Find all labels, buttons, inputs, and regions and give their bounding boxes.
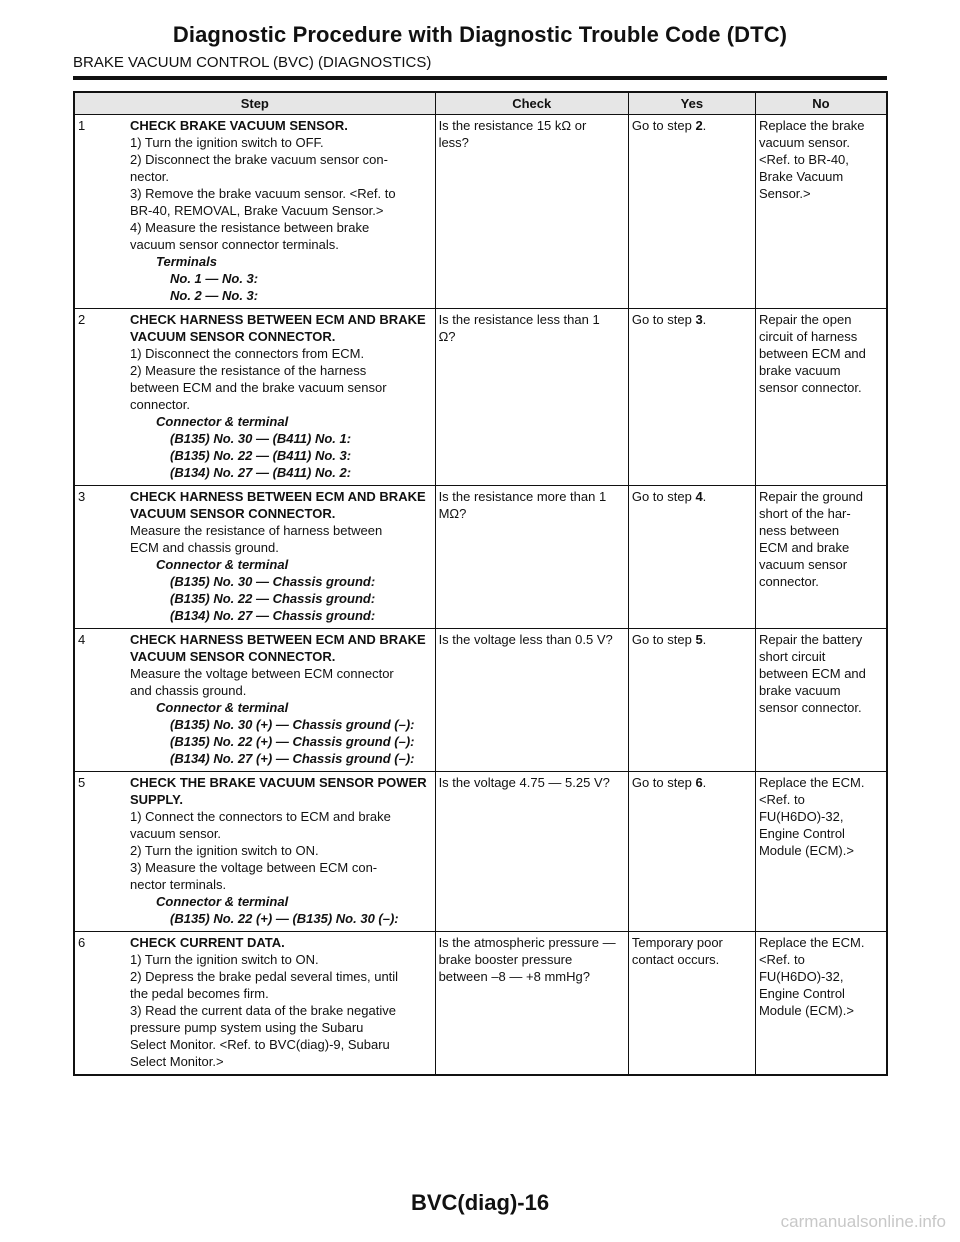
yes-cell: [628, 932, 755, 1076]
no-text: Replace the ECM.: [758, 775, 865, 790]
table-row: [74, 115, 887, 309]
step-instruction: 2) Disconnect the brake vacuum sensor con-: [130, 152, 388, 167]
step-cell: [74, 309, 435, 486]
step-measure-item: (B134) No. 27 (+) — Chassis ground (–):: [170, 751, 415, 766]
step-instruction: 1) Turn the ignition switch to ON.: [130, 952, 319, 967]
step-label: Connector & terminal: [156, 700, 289, 715]
step-instruction: 4) Measure the resistance between brake: [130, 220, 370, 235]
step-cell: [74, 932, 435, 1076]
yes-step-number: 5: [695, 632, 703, 647]
step-measure-item: (B134) No. 27 — (B411) No. 2:: [170, 465, 352, 480]
check-text: Ω?: [438, 329, 456, 344]
table-row: [74, 309, 887, 486]
header-rule: [73, 76, 887, 80]
step-instruction: nector.: [130, 169, 170, 184]
no-text: circuit of harness: [758, 329, 858, 344]
page-title: Diagnostic Procedure with Diagnostic Trouble Code (DTC): [172, 22, 788, 47]
step-measure-item: No. 1 — No. 3:: [170, 271, 259, 286]
yes-cell: [628, 309, 755, 486]
watermark: carmanualsonline.info: [780, 1212, 946, 1231]
step-instruction: 1) Disconnect the connectors from ECM.: [130, 346, 365, 361]
step-cell: [74, 772, 435, 932]
yes-step-number: 2: [695, 118, 703, 133]
table-header-row: [74, 92, 887, 115]
step-instruction: 2) Measure the resistance of the harness: [130, 363, 367, 378]
step-title: CHECK THE BRAKE VACUUM SENSOR POWER SUPPLY.: [130, 775, 427, 807]
check-text: between –8 — +8 mmHg?: [438, 969, 590, 984]
check-text: Is the atmospheric pressure —: [438, 935, 616, 950]
yes-text: Go to step: [631, 118, 696, 133]
page-number: BVC(diag)-16: [410, 1190, 550, 1215]
no-cell: [755, 486, 887, 629]
no-text: ness between: [758, 523, 840, 538]
step-instruction: the pedal becomes firm.: [130, 986, 269, 1001]
step-instruction: nector terminals.: [130, 877, 227, 892]
no-text: sensor connector.: [758, 380, 862, 395]
step-measure-item: (B135) No. 30 — Chassis ground:: [170, 574, 376, 589]
no-text: FU(H6DO)-32,: [758, 809, 844, 824]
yes-period: .: [702, 632, 707, 647]
check-text: Is the resistance 15 kΩ or: [438, 118, 587, 133]
step-instruction: vacuum sensor.: [130, 826, 222, 841]
table-row: [74, 486, 887, 629]
no-text: Engine Control: [758, 826, 845, 841]
table-row: [74, 629, 887, 772]
section-subtitle: BRAKE VACUUM CONTROL (BVC) (DIAGNOSTICS): [73, 54, 432, 71]
yes-cell: [628, 772, 755, 932]
no-text: Repair the ground: [758, 489, 864, 504]
diagnostic-table: [73, 91, 888, 1076]
check-text: Is the resistance more than 1: [438, 489, 607, 504]
check-cell: [435, 486, 628, 629]
check-cell: [435, 772, 628, 932]
step-instruction: BR-40, REMOVAL, Brake Vacuum Sensor.>: [130, 203, 384, 218]
step-number: 5: [78, 775, 86, 790]
no-text: brake vacuum: [758, 363, 841, 378]
no-text: Module (ECM).>: [758, 843, 854, 858]
check-text: Is the voltage less than 0.5 V?: [438, 632, 613, 647]
step-instruction: 3) Measure the voltage between ECM con-: [130, 860, 378, 875]
yes-period: .: [702, 489, 707, 504]
step-measure-item: (B135) No. 22 (+) — (B135) No. 30 (–):: [170, 911, 399, 926]
step-number: 1: [78, 118, 86, 133]
no-text: between ECM and: [758, 346, 866, 361]
step-measure-item: (B135) No. 30 (+) — Chassis ground (–):: [170, 717, 415, 732]
step-cell: [74, 115, 435, 309]
no-text: <Ref. to BR-40,: [758, 152, 849, 167]
check-text: Is the voltage 4.75 — 5.25 V?: [438, 775, 610, 790]
header-yes: Yes: [628, 92, 755, 115]
step-number: 3: [78, 489, 86, 504]
step-instruction: 1) Turn the ignition switch to OFF.: [130, 135, 324, 150]
yes-text: Go to step: [631, 775, 696, 790]
no-text: Module (ECM).>: [758, 1003, 854, 1018]
no-text: Brake Vacuum: [758, 169, 844, 184]
step-number: 4: [78, 632, 86, 647]
no-text: short of the har-: [758, 506, 851, 521]
yes-cell: [628, 486, 755, 629]
step-instruction: pressure pump system using the Subaru: [130, 1020, 364, 1035]
table-row: [74, 772, 887, 932]
step-instruction: ECM and chassis ground.: [130, 540, 279, 555]
header-check: Check: [435, 92, 628, 115]
no-text: Replace the ECM.: [758, 935, 865, 950]
step-instruction: 2) Turn the ignition switch to ON.: [130, 843, 319, 858]
check-text: MΩ?: [438, 506, 467, 521]
no-text: between ECM and: [758, 666, 866, 681]
step-title: CHECK HARNESS BETWEEN ECM AND BRAKE VACUUM SENSOR CONNECTOR.: [130, 489, 426, 521]
step-instruction: and chassis ground.: [130, 683, 247, 698]
header-step: Step: [74, 92, 435, 115]
step-title: CHECK HARNESS BETWEEN ECM AND BRAKE VACUUM SENSOR CONNECTOR.: [130, 312, 426, 344]
no-text: Engine Control: [758, 986, 845, 1001]
step-cell: [74, 629, 435, 772]
no-cell: [755, 629, 887, 772]
step-instruction: 1) Connect the connectors to ECM and brake: [130, 809, 391, 824]
step-title: CHECK BRAKE VACUUM SENSOR.: [130, 118, 348, 133]
yes-text: Temporary poor: [631, 935, 723, 950]
step-label: Connector & terminal: [156, 414, 289, 429]
step-instruction: 3) Remove the brake vacuum sensor. <Ref. to: [130, 186, 396, 201]
step-measure-item: No. 2 — No. 3:: [170, 288, 259, 303]
yes-text: Go to step: [631, 489, 696, 504]
no-text: Replace the brake: [758, 118, 865, 133]
step-instruction: Select Monitor.>: [130, 1054, 224, 1069]
no-cell: [755, 115, 887, 309]
step-instruction: vacuum sensor connector terminals.: [130, 237, 339, 252]
no-text: connector.: [758, 574, 819, 589]
no-text: short circuit: [758, 649, 826, 664]
step-measure-item: (B135) No. 30 — (B411) No. 1:: [170, 431, 352, 446]
step-instruction: Select Monitor. <Ref. to BVC(diag)-9, Subaru: [130, 1037, 390, 1052]
step-measure-item: (B134) No. 27 — Chassis ground:: [170, 608, 376, 623]
step-measure-item: (B135) No. 22 (+) — Chassis ground (–):: [170, 734, 415, 749]
no-text: sensor connector.: [758, 700, 862, 715]
yes-text: Go to step: [631, 632, 696, 647]
no-text: ECM and brake: [758, 540, 850, 555]
step-instruction: Measure the resistance of harness between: [130, 523, 383, 538]
yes-step-number: 3: [695, 312, 703, 327]
no-text: Sensor.>: [758, 186, 811, 201]
check-cell: [435, 629, 628, 772]
step-instruction: between ECM and the brake vacuum sensor: [130, 380, 387, 395]
step-number: 2: [78, 312, 86, 327]
step-instruction: Measure the voltage between ECM connector: [130, 666, 394, 681]
no-text: <Ref. to: [758, 792, 805, 807]
step-title: CHECK HARNESS BETWEEN ECM AND BRAKE VACUUM SENSOR CONNECTOR.: [130, 632, 426, 664]
yes-step-number: 4: [695, 489, 703, 504]
no-text: vacuum sensor.: [758, 135, 850, 150]
no-text: FU(H6DO)-32,: [758, 969, 844, 984]
yes-text: Go to step: [631, 312, 696, 327]
no-text: Repair the open: [758, 312, 852, 327]
no-text: vacuum sensor: [758, 557, 848, 572]
check-cell: [435, 115, 628, 309]
check-cell: [435, 932, 628, 1076]
step-measure-item: (B135) No. 22 — (B411) No. 3:: [170, 448, 352, 463]
check-text: brake booster pressure: [438, 952, 573, 967]
yes-period: .: [702, 118, 707, 133]
step-instruction: 3) Read the current data of the brake negative: [130, 1003, 396, 1018]
no-text: Repair the battery: [758, 632, 863, 647]
step-label: Connector & terminal: [156, 894, 289, 909]
no-cell: [755, 309, 887, 486]
step-label: Connector & terminal: [156, 557, 289, 572]
table-row: [74, 932, 887, 1076]
check-text: Is the resistance less than 1: [438, 312, 600, 327]
no-text: brake vacuum: [758, 683, 841, 698]
step-instruction: 2) Depress the brake pedal several times, until: [130, 969, 399, 984]
no-cell: [755, 772, 887, 932]
header-no: No: [755, 92, 887, 115]
step-cell: [74, 486, 435, 629]
step-instruction: connector.: [130, 397, 190, 412]
step-label: Terminals: [156, 254, 217, 269]
no-cell: [755, 932, 887, 1076]
yes-period: .: [702, 775, 707, 790]
yes-cell: [628, 115, 755, 309]
check-text: less?: [438, 135, 469, 150]
no-text: <Ref. to: [758, 952, 805, 967]
step-measure-item: (B135) No. 22 — Chassis ground:: [170, 591, 376, 606]
step-number: 6: [78, 935, 86, 950]
step-title: CHECK CURRENT DATA.: [130, 935, 285, 950]
yes-text: contact occurs.: [631, 952, 720, 967]
yes-cell: [628, 629, 755, 772]
check-cell: [435, 309, 628, 486]
yes-step-number: 6: [695, 775, 703, 790]
yes-period: .: [702, 312, 707, 327]
